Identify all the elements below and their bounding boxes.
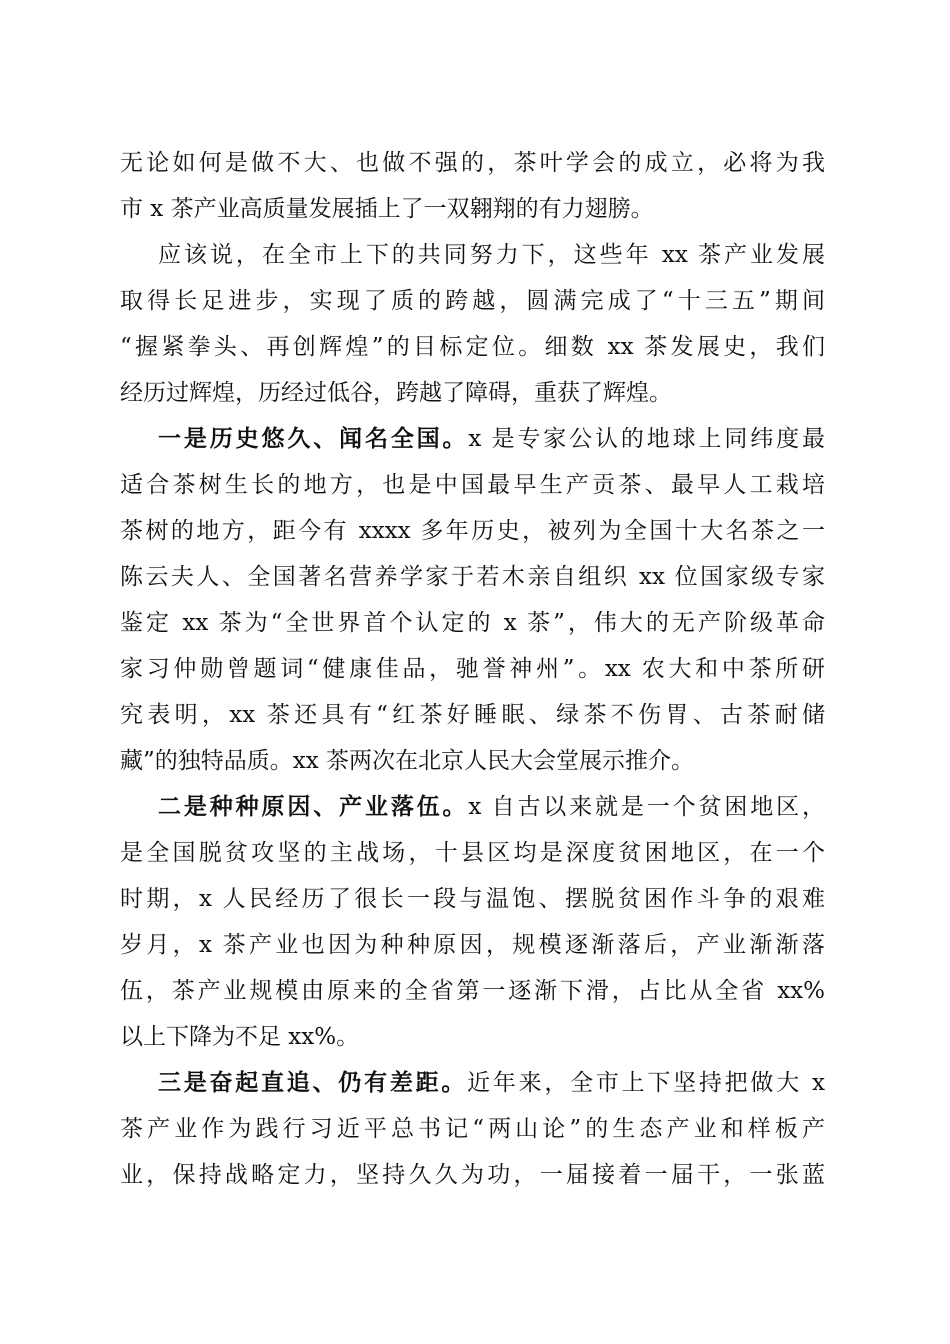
text-line xyxy=(120,922,825,968)
line-text: 鉴定 xx 茶为“全世界首个认定的 x 茶”，伟大的无产阶级革命 xyxy=(120,610,825,636)
text-line xyxy=(120,140,825,186)
paragraph-start-line xyxy=(120,416,825,462)
line-text: 适合茶树生长的地方，也是中国最早生产贡茶、最早人工栽培 xyxy=(120,472,825,498)
line-text: 岁月，x 茶产业也因为种种原因，规模逐渐落后，产业渐渐落 xyxy=(120,932,825,958)
line-text: 应该说，在全市上下的共同努力下，这些年 xx 茶产业发展 xyxy=(158,242,825,268)
text-line xyxy=(120,554,825,600)
line-text: 近年来，全市上下坚持把做大 x xyxy=(467,1070,825,1096)
section-heading: 二是种种原因、产业落伍。 xyxy=(158,793,469,820)
line-text: 无论如何是做不大、也做不强的，茶叶学会的成立，必将为我 xyxy=(120,150,825,176)
line-text: 家习仲勋曾题词“健康佳品，驰誉神州”。xx 农大和中茶所研 xyxy=(120,656,825,682)
text-line xyxy=(120,646,825,692)
paragraph-start-line xyxy=(120,784,825,830)
text-line xyxy=(120,508,825,554)
line-text: 取得长足进步，实现了质的跨越，圆满完成了“十三五”期间 xyxy=(120,288,825,314)
text-line xyxy=(120,186,825,232)
text-line xyxy=(120,232,825,278)
line-text: “握紧拳头、再创辉煌”的目标定位。细数 xx 茶发展史，我们 xyxy=(120,334,825,360)
line-text: 茶树的地方，距今有 xxxx 多年历史，被列为全国十大名茶之一 xyxy=(120,518,825,544)
text-line xyxy=(120,600,825,646)
text-line xyxy=(120,830,825,876)
line-text: 经历过辉煌，历经过低谷，跨越了障碍，重获了辉煌。 xyxy=(120,380,672,406)
line-text: x 自古以来就是一个贫困地区， xyxy=(468,794,825,820)
line-text: 究表明，xx 茶还具有“红茶好睡眠、绿茶不伤胃、古茶耐储 xyxy=(120,702,825,728)
body-text xyxy=(120,140,825,1198)
text-line xyxy=(120,1014,825,1060)
text-line xyxy=(120,876,825,922)
text-line xyxy=(120,462,825,508)
line-text: 茶产业作为践行习近平总书记“两山论”的生态产业和样板产 xyxy=(120,1116,825,1142)
line-text: 伍，茶产业规模由原来的全省第一逐渐下滑，占比从全省 xx% xyxy=(120,978,825,1004)
text-line xyxy=(120,324,825,370)
section-heading: 三是奋起直追、仍有差距。 xyxy=(158,1069,468,1096)
line-text: x 是专家公认的地球上同纬度最 xyxy=(468,426,825,452)
line-text: 是全国脱贫攻坚的主战场，十县区均是深度贫困地区，在一个 xyxy=(120,840,825,866)
paragraph-start-line xyxy=(120,1060,825,1106)
text-line xyxy=(120,692,825,738)
line-text: 时期，x 人民经历了很长一段与温饱、摆脱贫困作斗争的艰难 xyxy=(120,886,825,912)
line-text: 陈云夫人、全国著名营养学家于若木亲自组织 xx 位国家级专家 xyxy=(120,564,825,590)
section-heading: 一是历史悠久、闻名全国。 xyxy=(158,425,469,452)
text-line xyxy=(120,1152,825,1198)
text-line xyxy=(120,278,825,324)
text-line xyxy=(120,1106,825,1152)
text-line xyxy=(120,968,825,1014)
line-text: 以上下降为不足 xx%。 xyxy=(120,1024,360,1050)
line-text: 业，保持战略定力，坚持久久为功，一届接着一届干，一张蓝 xyxy=(120,1162,825,1188)
text-line xyxy=(120,738,825,784)
line-text: 市 x 茶产业高质量发展插上了一双翱翔的有力翅膀。 xyxy=(120,196,654,222)
line-text: 藏”的独特品质。xx 茶两次在北京人民大会堂展示推介。 xyxy=(120,748,695,774)
text-line xyxy=(120,370,825,416)
